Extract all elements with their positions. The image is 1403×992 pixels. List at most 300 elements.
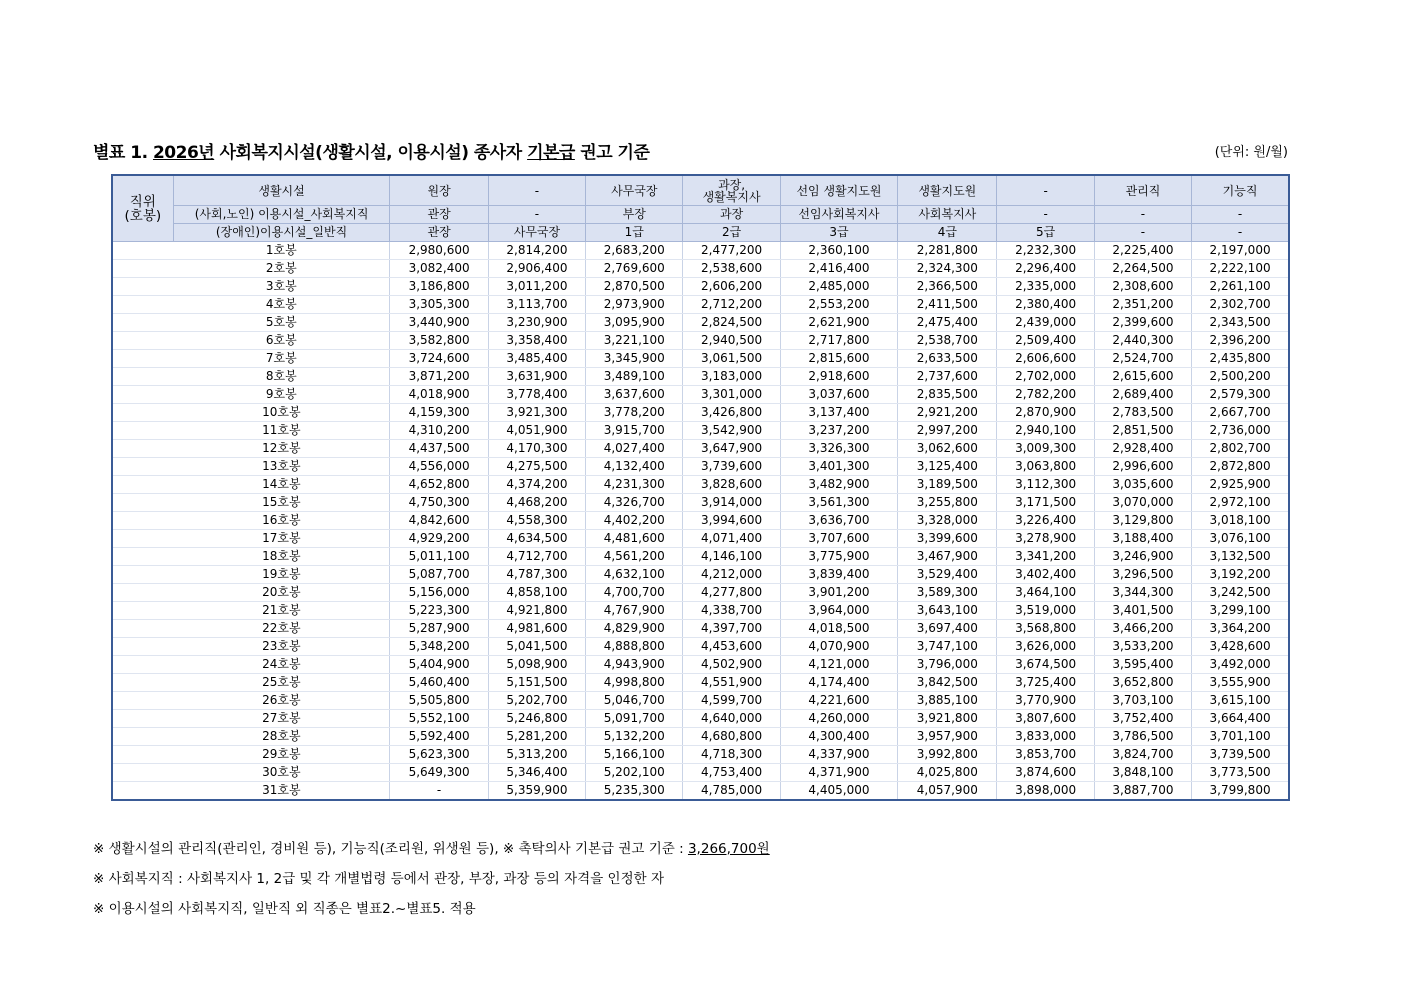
position-header [112, 175, 173, 242]
salary-cell: 4,402,200 [586, 512, 683, 530]
salary-cell: 5,404,900 [390, 656, 488, 674]
salary-cell: 2,440,300 [1094, 332, 1191, 350]
header-cell: 관장 [390, 224, 488, 242]
salary-cell: 4,858,100 [488, 584, 585, 602]
salary-cell: 4,018,500 [780, 620, 897, 638]
salary-cell: 4,718,300 [683, 746, 780, 764]
blank-cell [112, 350, 173, 368]
salary-cell: 2,835,500 [898, 386, 997, 404]
salary-cell: 3,914,000 [683, 494, 780, 512]
salary-cell: 2,524,700 [1094, 350, 1191, 368]
salary-cell: 2,606,600 [997, 350, 1094, 368]
salary-cell: 4,371,900 [780, 764, 897, 782]
salary-cell: 2,870,900 [997, 404, 1094, 422]
salary-cell: 4,338,700 [683, 602, 780, 620]
salary-cell: 5,281,200 [488, 728, 585, 746]
blank-cell [112, 692, 173, 710]
salary-cell: 3,871,200 [390, 368, 488, 386]
salary-cell: 2,308,600 [1094, 278, 1191, 296]
salary-cell: 3,636,700 [780, 512, 897, 530]
salary-cell: - [390, 782, 488, 801]
salary-cell: 3,489,100 [586, 368, 683, 386]
unit-label: (단위: 원/월) [1214, 145, 1288, 160]
salary-cell: 2,824,500 [683, 314, 780, 332]
table-row [112, 350, 1289, 368]
salary-cell: 3,009,300 [997, 440, 1094, 458]
salary-cell: 5,460,400 [390, 674, 488, 692]
salary-cell: 5,552,100 [390, 710, 488, 728]
salary-cell: 3,221,100 [586, 332, 683, 350]
salary-cell: 4,787,300 [488, 566, 585, 584]
salary-cell: 3,226,400 [997, 512, 1094, 530]
table-row [112, 404, 1289, 422]
salary-cell: 2,918,600 [780, 368, 897, 386]
salary-cell: 3,082,400 [390, 260, 488, 278]
header-cell: 부장 [586, 206, 683, 224]
salary-cell: 3,747,100 [898, 638, 997, 656]
header-cell: 사회복지사 [898, 206, 997, 224]
salary-cell: 5,151,500 [488, 674, 585, 692]
facility-type-label: (장애인)이용시설_일반직 [173, 224, 390, 242]
table-row [112, 656, 1289, 674]
header-cell: - [488, 206, 585, 224]
salary-cell: 5,156,000 [390, 584, 488, 602]
header-cell: - [488, 175, 585, 206]
salary-cell: 3,739,600 [683, 458, 780, 476]
blank-cell [112, 242, 173, 260]
salary-cell: 5,359,900 [488, 782, 585, 801]
blank-cell [112, 260, 173, 278]
salary-cell: 4,025,800 [898, 764, 997, 782]
salary-cell: 4,829,900 [586, 620, 683, 638]
salary-cell: 2,689,400 [1094, 386, 1191, 404]
salary-cell: 3,125,400 [898, 458, 997, 476]
blank-cell [112, 332, 173, 350]
salary-cell: 3,533,200 [1094, 638, 1191, 656]
salary-cell: 2,997,200 [898, 422, 997, 440]
salary-cell: 4,753,400 [683, 764, 780, 782]
salary-cell: 5,649,300 [390, 764, 488, 782]
header-cell: - [1192, 224, 1289, 242]
salary-cell: 4,374,200 [488, 476, 585, 494]
step-label: 26호봉 [173, 692, 390, 710]
salary-cell: 3,697,400 [898, 620, 997, 638]
notes [93, 838, 770, 928]
salary-cell: 3,301,000 [683, 386, 780, 404]
salary-cell: 5,098,900 [488, 656, 585, 674]
table-row [112, 476, 1289, 494]
salary-cell: 2,296,400 [997, 260, 1094, 278]
header-cell: 선임사회복지사 [780, 206, 897, 224]
salary-cell: 5,287,900 [390, 620, 488, 638]
salary-cell: 3,399,600 [898, 530, 997, 548]
salary-cell: 3,328,000 [898, 512, 997, 530]
salary-cell: 4,634,500 [488, 530, 585, 548]
salary-cell: 3,626,000 [997, 638, 1094, 656]
salary-cell: 2,324,300 [898, 260, 997, 278]
salary-cell: 3,664,400 [1192, 710, 1289, 728]
step-label: 1호봉 [173, 242, 390, 260]
salary-cell: 2,921,200 [898, 404, 997, 422]
salary-cell: 2,769,600 [586, 260, 683, 278]
salary-cell: 2,802,700 [1192, 440, 1289, 458]
salary-cell: 2,737,600 [898, 368, 997, 386]
salary-cell: 2,940,500 [683, 332, 780, 350]
salary-cell: 4,556,000 [390, 458, 488, 476]
step-label: 30호봉 [173, 764, 390, 782]
header-cell: 1급 [586, 224, 683, 242]
salary-cell: 3,192,200 [1192, 566, 1289, 584]
salary-cell: 2,435,800 [1192, 350, 1289, 368]
salary-cell: 2,702,000 [997, 368, 1094, 386]
salary-cell: 3,186,800 [390, 278, 488, 296]
blank-cell [112, 386, 173, 404]
header-cell: 관장 [390, 206, 488, 224]
salary-cell: 4,051,900 [488, 422, 585, 440]
salary-cell: 2,973,900 [586, 296, 683, 314]
title-basic-pay: 기본급 [527, 143, 575, 163]
salary-cell: 3,061,500 [683, 350, 780, 368]
salary-cell: 4,785,000 [683, 782, 780, 801]
table-row [112, 548, 1289, 566]
salary-cell: 3,467,900 [898, 548, 997, 566]
blank-cell [112, 530, 173, 548]
salary-cell: 2,411,500 [898, 296, 997, 314]
table-row [112, 728, 1289, 746]
salary-cell: 3,137,400 [780, 404, 897, 422]
salary-cell: 4,231,300 [586, 476, 683, 494]
table-row [112, 512, 1289, 530]
salary-cell: 3,568,800 [997, 620, 1094, 638]
table-row [112, 620, 1289, 638]
salary-cell: 3,188,400 [1094, 530, 1191, 548]
salary-cell: 3,775,900 [780, 548, 897, 566]
salary-cell: 4,700,700 [586, 584, 683, 602]
step-label: 31호봉 [173, 782, 390, 801]
salary-cell: 4,397,700 [683, 620, 780, 638]
salary-cell: 3,344,300 [1094, 584, 1191, 602]
salary-cell: 3,401,500 [1094, 602, 1191, 620]
note-1 [93, 838, 770, 868]
salary-table [111, 174, 1290, 801]
blank-cell [112, 512, 173, 530]
salary-cell: 5,623,300 [390, 746, 488, 764]
header-cell [683, 175, 780, 206]
salary-cell: 2,996,600 [1094, 458, 1191, 476]
table-row [112, 764, 1289, 782]
step-label: 7호봉 [173, 350, 390, 368]
salary-cell: 3,652,800 [1094, 674, 1191, 692]
salary-cell: 2,928,400 [1094, 440, 1191, 458]
table-row [112, 584, 1289, 602]
step-label: 5호봉 [173, 314, 390, 332]
table-header [112, 175, 1289, 242]
salary-cell: 5,041,500 [488, 638, 585, 656]
header-cell: 기능직 [1192, 175, 1289, 206]
note-2: ※ 사회복지직 : 사회복지사 1, 2급 및 각 개별법령 등에서 관장, 부장, 과장 등의 자격을 인정한 자 [93, 871, 665, 887]
title-prefix: 별표 1. [93, 143, 153, 163]
blank-cell [112, 296, 173, 314]
header-cell: - [997, 175, 1094, 206]
table-row [112, 674, 1289, 692]
salary-cell: 4,174,400 [780, 674, 897, 692]
table-row [112, 332, 1289, 350]
salary-cell: 2,485,000 [780, 278, 897, 296]
salary-cell: 2,360,100 [780, 242, 897, 260]
salary-cell: 5,046,700 [586, 692, 683, 710]
step-label: 2호봉 [173, 260, 390, 278]
salary-cell: 3,964,000 [780, 602, 897, 620]
salary-cell: 3,615,100 [1192, 692, 1289, 710]
note-3: ※ 이용시설의 사회복지직, 일반직 외 직종은 별표2.~별표5. 적용 [93, 901, 476, 917]
blank-cell [112, 314, 173, 332]
salary-cell: 4,310,200 [390, 422, 488, 440]
title-middle: 사회복지시설(생활시설, 이용시설) 종사자 [214, 143, 528, 163]
step-label: 16호봉 [173, 512, 390, 530]
blank-cell [112, 440, 173, 458]
salary-cell: 4,071,400 [683, 530, 780, 548]
salary-cell: 3,345,900 [586, 350, 683, 368]
salary-cell: 2,477,200 [683, 242, 780, 260]
step-label: 14호봉 [173, 476, 390, 494]
salary-cell: 4,027,400 [586, 440, 683, 458]
salary-cell: 2,872,800 [1192, 458, 1289, 476]
salary-cell: 3,773,500 [1192, 764, 1289, 782]
header-cell: 사무국장 [586, 175, 683, 206]
salary-cell: 3,833,000 [997, 728, 1094, 746]
salary-cell: 3,824,700 [1094, 746, 1191, 764]
header-cell: 4급 [898, 224, 997, 242]
salary-cell: 3,246,900 [1094, 548, 1191, 566]
salary-cell: 4,640,000 [683, 710, 780, 728]
table-row [112, 368, 1289, 386]
salary-cell: 3,582,800 [390, 332, 488, 350]
salary-cell: 2,851,500 [1094, 422, 1191, 440]
table-row [112, 278, 1289, 296]
salary-cell: 4,558,300 [488, 512, 585, 530]
salary-cell: 2,633,500 [898, 350, 997, 368]
salary-cell: 3,171,500 [997, 494, 1094, 512]
salary-cell: 2,783,500 [1094, 404, 1191, 422]
salary-cell: 2,232,300 [997, 242, 1094, 260]
salary-cell: 2,579,300 [1192, 386, 1289, 404]
salary-cell: 4,632,100 [586, 566, 683, 584]
blank-cell [112, 548, 173, 566]
salary-cell: 3,095,900 [586, 314, 683, 332]
salary-cell: 3,464,100 [997, 584, 1094, 602]
salary-cell: 3,255,800 [898, 494, 997, 512]
salary-cell: 2,538,600 [683, 260, 780, 278]
salary-cell: 4,170,300 [488, 440, 585, 458]
blank-cell [112, 566, 173, 584]
salary-cell: 2,335,000 [997, 278, 1094, 296]
salary-cell: 3,018,100 [1192, 512, 1289, 530]
table-row [112, 746, 1289, 764]
salary-cell: 3,492,000 [1192, 656, 1289, 674]
header-cell: - [997, 206, 1094, 224]
header-cell: - [1192, 206, 1289, 224]
salary-cell: 3,901,200 [780, 584, 897, 602]
salary-cell: 4,275,500 [488, 458, 585, 476]
header-cell-line: 과장, [718, 177, 746, 192]
table-row [112, 296, 1289, 314]
title-row [93, 138, 1288, 162]
blank-cell [112, 656, 173, 674]
salary-cell: 3,529,400 [898, 566, 997, 584]
salary-cell: 4,921,800 [488, 602, 585, 620]
salary-cell: 4,326,700 [586, 494, 683, 512]
salary-cell: 3,070,000 [1094, 494, 1191, 512]
header-cell-line: 생활복지사 [702, 189, 761, 204]
salary-cell: 4,712,700 [488, 548, 585, 566]
salary-cell: 3,631,900 [488, 368, 585, 386]
salary-cell: 3,848,100 [1094, 764, 1191, 782]
salary-cell: 4,405,000 [780, 782, 897, 801]
salary-cell: 4,929,200 [390, 530, 488, 548]
blank-cell [112, 764, 173, 782]
step-label: 8호봉 [173, 368, 390, 386]
salary-cell: 2,815,600 [780, 350, 897, 368]
salary-cell: 4,750,300 [390, 494, 488, 512]
step-label: 21호봉 [173, 602, 390, 620]
salary-cell: 2,667,700 [1192, 404, 1289, 422]
salary-cell: 3,358,400 [488, 332, 585, 350]
salary-cell: 2,621,900 [780, 314, 897, 332]
step-label: 22호봉 [173, 620, 390, 638]
salary-cell: 3,994,600 [683, 512, 780, 530]
salary-cell: 4,260,000 [780, 710, 897, 728]
salary-cell: 5,505,800 [390, 692, 488, 710]
table-row [112, 494, 1289, 512]
salary-cell: 2,264,500 [1094, 260, 1191, 278]
salary-cell: 3,887,700 [1094, 782, 1191, 801]
salary-cell: 4,212,000 [683, 566, 780, 584]
salary-cell: 4,561,200 [586, 548, 683, 566]
salary-cell: 4,018,900 [390, 386, 488, 404]
salary-cell: 2,380,400 [997, 296, 1094, 314]
header-cell: 사무국장 [488, 224, 585, 242]
salary-cell: 2,261,100 [1192, 278, 1289, 296]
salary-cell: 3,647,900 [683, 440, 780, 458]
blank-cell [112, 368, 173, 386]
salary-cell: 3,129,800 [1094, 512, 1191, 530]
salary-cell: 3,701,100 [1192, 728, 1289, 746]
note-1-text: ※ 생활시설의 관리직(관리인, 경비원 등), 기능직(조리원, 위생원 등), ※ 촉탁의사 기본급 권고 기준 : [93, 841, 688, 857]
salary-cell: 2,509,400 [997, 332, 1094, 350]
salary-cell: 4,277,800 [683, 584, 780, 602]
salary-cell: 3,519,000 [997, 602, 1094, 620]
step-label: 23호봉 [173, 638, 390, 656]
salary-cell: 2,399,600 [1094, 314, 1191, 332]
blank-cell [112, 710, 173, 728]
table-row [112, 440, 1289, 458]
header-cell: 관리직 [1094, 175, 1191, 206]
table-row [112, 638, 1289, 656]
salary-cell: 4,057,900 [898, 782, 997, 801]
step-label: 24호봉 [173, 656, 390, 674]
table-row [112, 422, 1289, 440]
salary-cell: 3,992,800 [898, 746, 997, 764]
salary-cell: 3,426,800 [683, 404, 780, 422]
salary-cell: 3,237,200 [780, 422, 897, 440]
salary-cell: 3,076,100 [1192, 530, 1289, 548]
salary-cell: 3,725,400 [997, 674, 1094, 692]
blank-cell [112, 404, 173, 422]
step-label: 11호봉 [173, 422, 390, 440]
facility-type-label: (사회,노인) 이용시설_사회복지직 [173, 206, 390, 224]
table-row [112, 692, 1289, 710]
salary-cell: 3,299,100 [1192, 602, 1289, 620]
salary-cell: 2,782,200 [997, 386, 1094, 404]
salary-cell: 3,898,000 [997, 782, 1094, 801]
step-label: 18호봉 [173, 548, 390, 566]
salary-cell: 4,888,800 [586, 638, 683, 656]
table-row [112, 566, 1289, 584]
salary-cell: 3,839,400 [780, 566, 897, 584]
salary-cell: 2,717,800 [780, 332, 897, 350]
salary-cell: 4,981,600 [488, 620, 585, 638]
salary-cell: 4,599,700 [683, 692, 780, 710]
salary-cell: 2,870,500 [586, 278, 683, 296]
salary-cell: 3,305,300 [390, 296, 488, 314]
salary-cell: 2,814,200 [488, 242, 585, 260]
salary-cell: 2,615,600 [1094, 368, 1191, 386]
table-row [112, 530, 1289, 548]
salary-cell: 3,035,600 [1094, 476, 1191, 494]
salary-cell: 3,037,600 [780, 386, 897, 404]
step-label: 19호봉 [173, 566, 390, 584]
salary-cell: 3,326,300 [780, 440, 897, 458]
salary-cell: 3,915,700 [586, 422, 683, 440]
salary-cell: 4,680,800 [683, 728, 780, 746]
header-row [112, 224, 1289, 242]
salary-cell: 3,402,400 [997, 566, 1094, 584]
salary-cell: 3,482,900 [780, 476, 897, 494]
salary-cell: 4,300,400 [780, 728, 897, 746]
salary-cell: 4,481,600 [586, 530, 683, 548]
salary-cell: 3,230,900 [488, 314, 585, 332]
salary-cell: 2,439,000 [997, 314, 1094, 332]
salary-cell: 3,921,800 [898, 710, 997, 728]
table-row [112, 458, 1289, 476]
blank-cell [112, 674, 173, 692]
salary-cell: 4,842,600 [390, 512, 488, 530]
salary-cell: 3,466,200 [1094, 620, 1191, 638]
salary-cell: 3,752,400 [1094, 710, 1191, 728]
salary-cell: 3,770,900 [997, 692, 1094, 710]
salary-cell: 5,348,200 [390, 638, 488, 656]
salary-cell: 3,428,600 [1192, 638, 1289, 656]
salary-cell: 2,351,200 [1094, 296, 1191, 314]
note-1-amount: 3,266,700원 [687, 841, 770, 857]
salary-cell: 3,921,300 [488, 404, 585, 422]
table-body [112, 242, 1289, 801]
salary-cell: 2,225,400 [1094, 242, 1191, 260]
salary-cell: 3,643,100 [898, 602, 997, 620]
blank-cell [112, 620, 173, 638]
salary-cell: 4,502,900 [683, 656, 780, 674]
salary-cell: 2,302,700 [1192, 296, 1289, 314]
salary-cell: 3,828,600 [683, 476, 780, 494]
salary-cell: 3,885,100 [898, 692, 997, 710]
salary-cell: 5,235,300 [586, 782, 683, 801]
salary-cell: 3,189,500 [898, 476, 997, 494]
step-label: 12호봉 [173, 440, 390, 458]
step-label: 17호봉 [173, 530, 390, 548]
salary-cell: 2,475,400 [898, 314, 997, 332]
salary-cell: 3,842,500 [898, 674, 997, 692]
step-label: 4호봉 [173, 296, 390, 314]
